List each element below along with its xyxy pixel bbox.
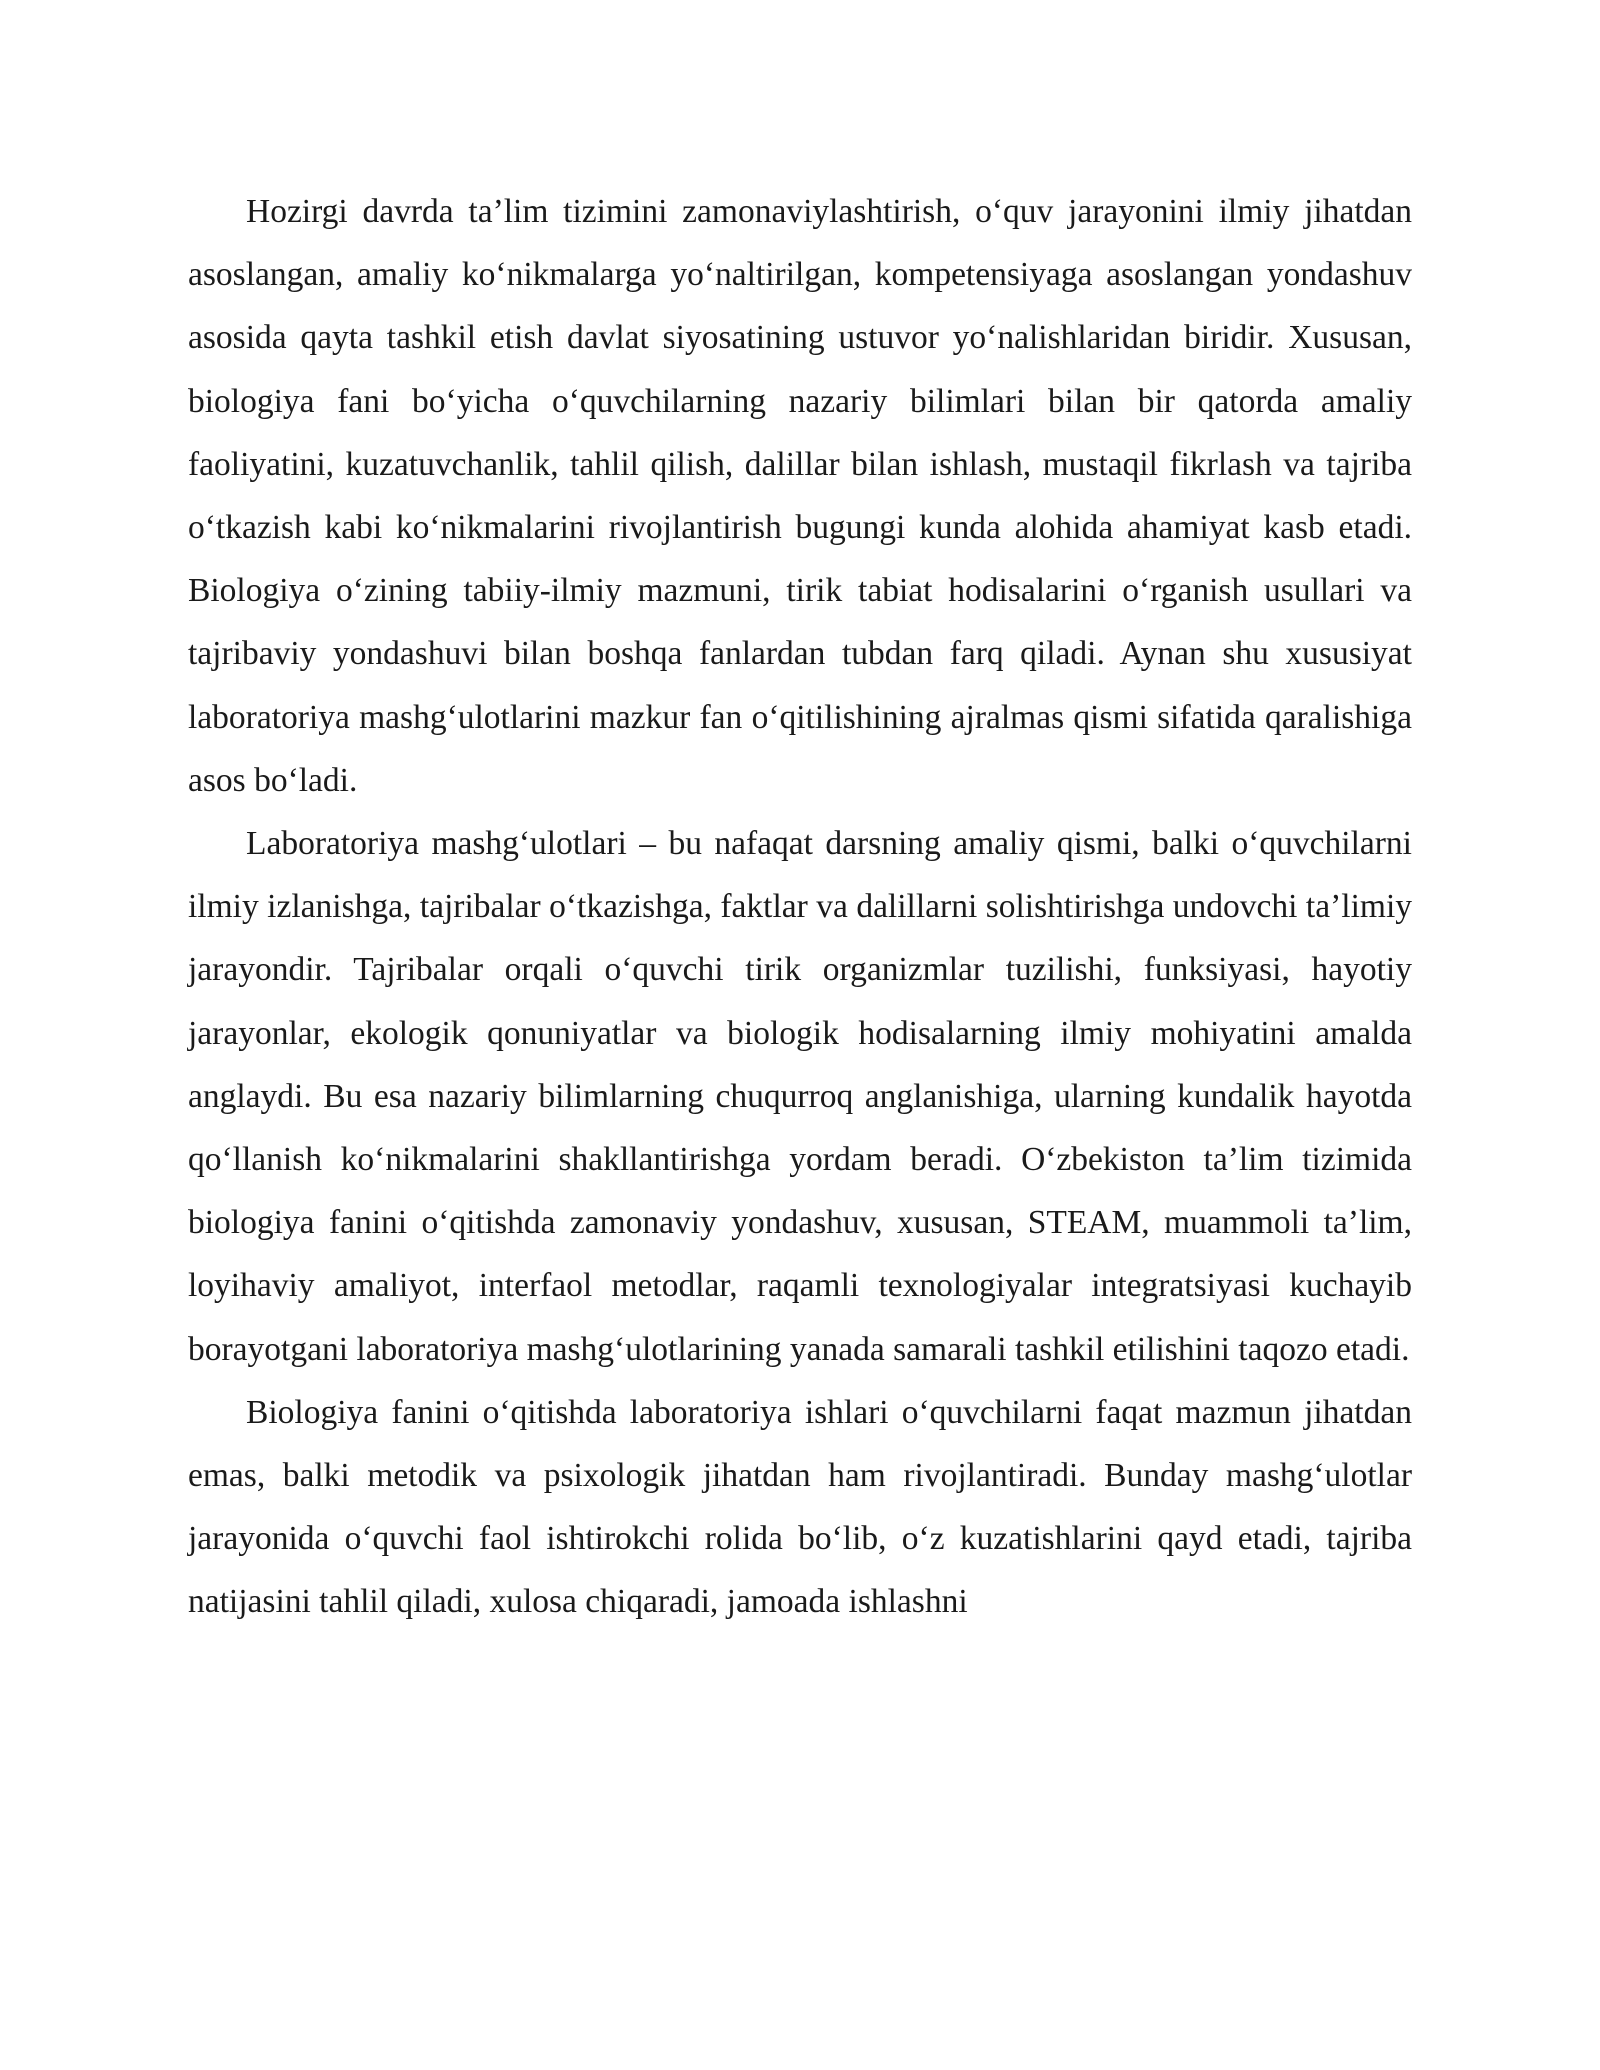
paragraph-3: Biologiya fanini o‘qitishda laboratoriya ishlari o‘quvchilarni faqat mazmun jihatdan emas, balki metodik va psixologik jihatdan ham rivojlantiradi. Bunday mashg‘ulotlar jarayonida o‘quvchi faol ishtirokchi rolida bo‘lib, o‘z kuzatishlarini qayd etadi, tajriba natijasini tahlil qiladi, xulosa chiqaradi, jamoada ishlashni — [188, 1393, 1412, 1621]
document-body — [188, 180, 1412, 1634]
paragraph-1: Hozirgi davrda ta’lim tizimini zamonaviylashtirish, o‘quv jarayonini ilmiy jihatdan asoslangan, amaliy ko‘nikmalarga yo‘naltirilgan, kompetensiyaga asoslangan yondashuv asosida qayta tashkil etish davlat siyosatining ustuvor yo‘nalishlaridan biridir. Xususan, biologiya fani bo‘yicha o‘quvchilarning nazariy bilimlari bilan bir qatorda amaliy faoliyatini, kuzatuvchanlik, tahlil qilish, dalillar bilan ishlash, mustaqil fikrlash va tajriba o‘tkazish kabi ko‘nikmalarini rivojlantirish bugungi kunda alohida ahamiyat kasb etadi. Biologiya o‘zining tabiiy-ilmiy mazmuni, tirik tabiat hodisalarini o‘rganish usullari va tajribaviy yondashuvi bilan boshqa fanlardan tubdan farq qiladi. Aynan shu xususiyat laboratoriya mashg‘ulotlarini mazkur fan o‘qitilishining ajralmas qismi sifatida qaralishiga asos bo‘ladi. — [188, 193, 1412, 799]
paragraph-2: Laboratoriya mashg‘ulotlari – bu nafaqat darsning amaliy qismi, balki o‘quvchilarni ilmiy izlanishga, tajribalar o‘tkazishga, faktlar va dalillarni solishtirishga undovchi ta’limiy jarayondir. Tajribalar orqali o‘quvchi tirik organizmlar tuzilishi, funksiyasi, hayotiy jarayonlar, ekologik qonuniyatlar va biologik hodisalarning ilmiy mohiyatini amalda anglaydi. Bu esa nazariy bilimlarning chuqurroq anglanishiga, ularning kundalik hayotda qo‘llanish ko‘nikmalarini shakllantirishga yordam beradi. O‘zbekiston ta’lim tizimida biologiya fanini o‘qitishda zamonaviy yondashuv, xususan, STEAM, muammoli ta’lim, loyihaviy amaliyot, interfaol metodlar, raqamli texnologiyalar integratsiyasi kuchayib borayotgani laboratoriya mashg‘ulotlarining yanada samarali tashkil etilishini taqozo etadi. — [188, 825, 1412, 1368]
